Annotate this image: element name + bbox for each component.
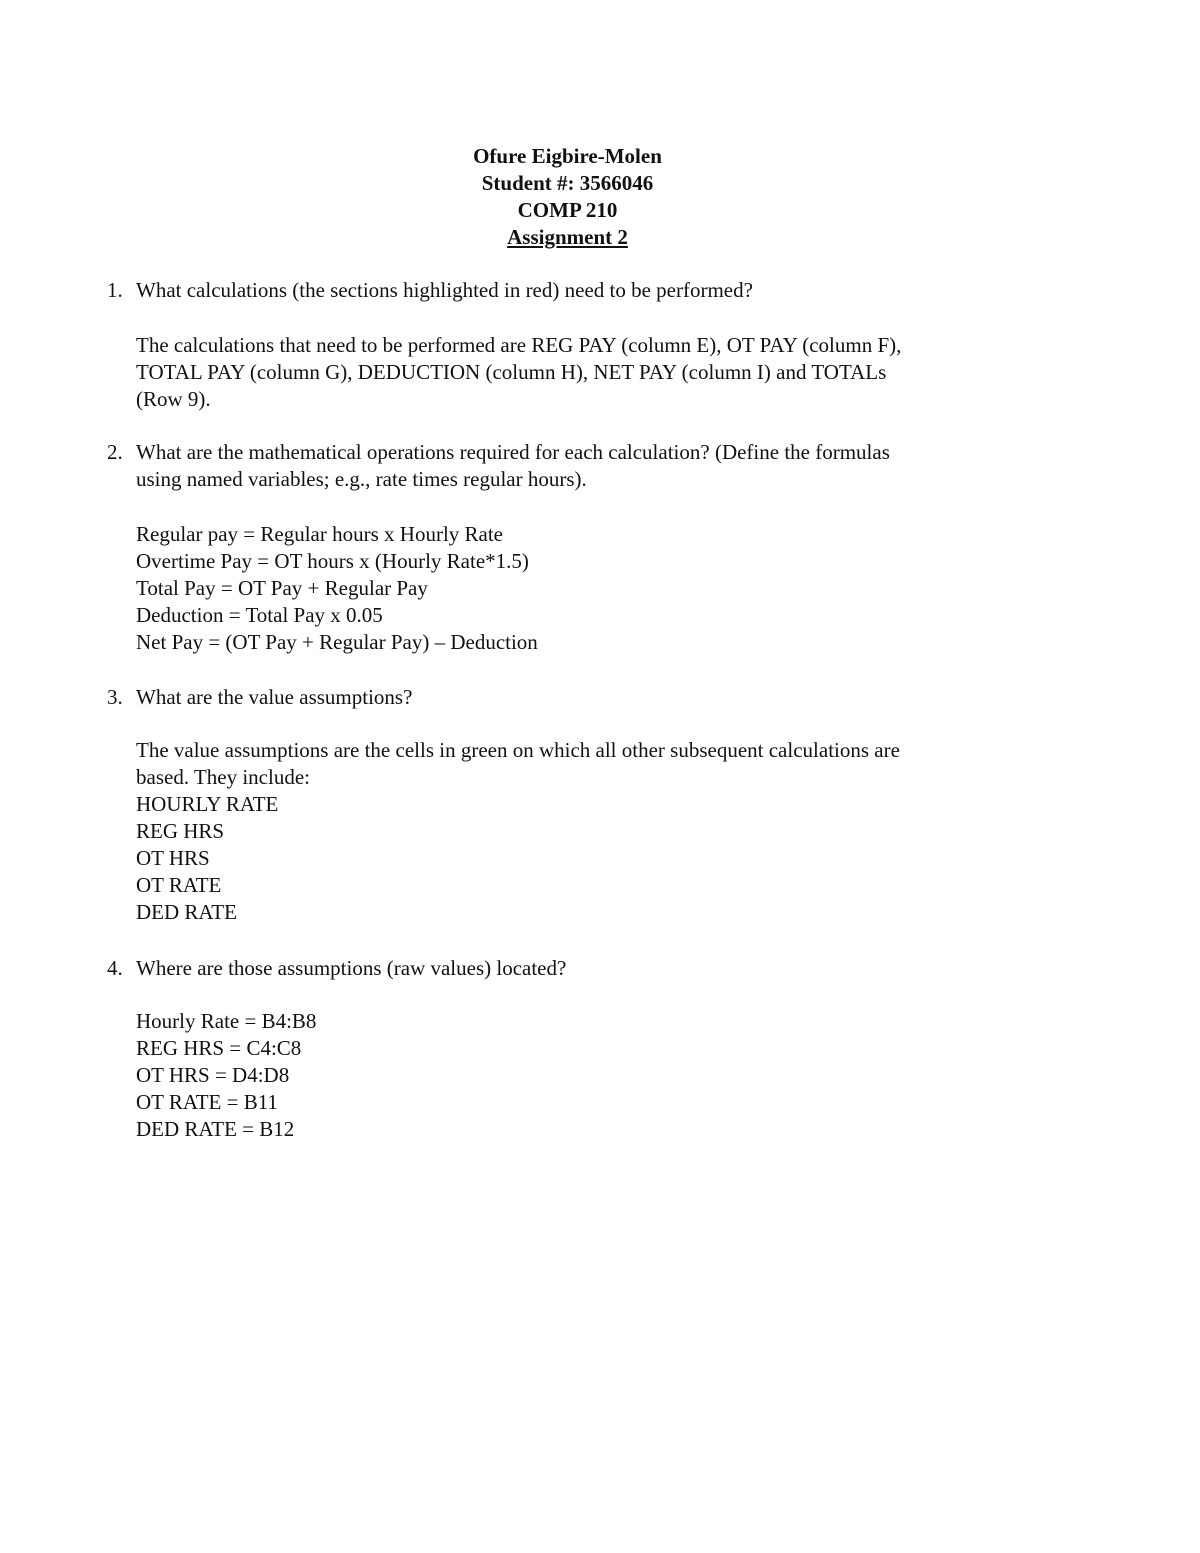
author-name: Ofure Eigbire-Molen: [473, 144, 662, 168]
student-number: Student #: 3566046: [481, 171, 654, 195]
location-item: REG HRS = C4:C8: [136, 1036, 302, 1060]
answer-2: [136, 521, 1036, 656]
answer-4: [136, 1008, 1036, 1143]
location-item: OT RATE = B11: [136, 1090, 278, 1114]
formula-total-pay: Total Pay = OT Pay + Regular Pay: [136, 576, 428, 600]
question-1: [107, 277, 1027, 304]
answer-1: [136, 332, 1036, 413]
assumption-item: REG HRS: [136, 819, 225, 843]
answer-line: TOTAL PAY (column G), DEDUCTION (column H), NET PAY (column I) and TOTALs: [136, 360, 887, 384]
assumption-item: OT HRS: [136, 846, 210, 870]
formula-regular-pay: Regular pay = Regular hours x Hourly Rate: [136, 522, 504, 546]
question-number: 1.: [107, 278, 123, 302]
question-3: [107, 684, 1027, 711]
question-text: What calculations (the sections highlighted in red) need to be performed?: [136, 278, 753, 302]
question-text: What are the value assumptions?: [136, 685, 413, 709]
location-item: Hourly Rate = B4:B8: [136, 1009, 317, 1033]
answer-line: (Row 9).: [136, 387, 211, 411]
answer-line: The calculations that need to be performed are REG PAY (column E), OT PAY (column F),: [136, 333, 902, 357]
assumption-item: OT RATE: [136, 873, 222, 897]
formula-deduction: Deduction = Total Pay x 0.05: [136, 603, 383, 627]
formula-net-pay: Net Pay = (OT Pay + Regular Pay) – Deduction: [136, 630, 538, 654]
question-text: [136, 439, 1027, 493]
question-line: What are the mathematical operations required for each calculation? (Define the formulas: [136, 440, 890, 464]
assumption-item: DED RATE: [136, 900, 237, 924]
question-line: using named variables; e.g., rate times regular hours).: [136, 467, 587, 491]
question-text: Where are those assumptions (raw values) located?: [136, 956, 567, 980]
formula-overtime-pay: Overtime Pay = OT hours x (Hourly Rate*1.5): [136, 549, 529, 573]
assumption-item: HOURLY RATE: [136, 792, 279, 816]
answer-line: The value assumptions are the cells in green on which all other subsequent calculations are: [136, 738, 900, 762]
question-number: 3.: [107, 685, 123, 709]
question-number: 2.: [107, 440, 123, 464]
document-header: [0, 143, 1135, 251]
answer-line: based. They include:: [136, 765, 310, 789]
location-item: DED RATE = B12: [136, 1117, 295, 1141]
question-4: [107, 955, 1027, 982]
question-2: [107, 439, 1027, 493]
question-number: 4.: [107, 956, 123, 980]
assignment-title: Assignment 2: [507, 225, 628, 249]
course-code: COMP 210: [517, 198, 618, 222]
answer-3: [136, 737, 1036, 926]
location-item: OT HRS = D4:D8: [136, 1063, 290, 1087]
